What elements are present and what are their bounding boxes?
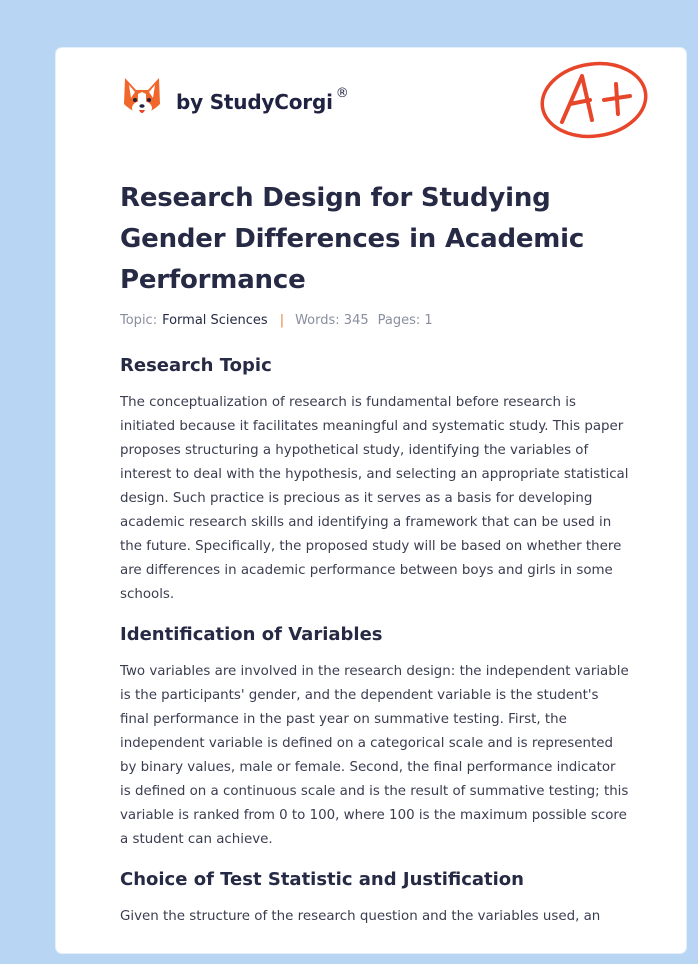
registered-mark: ® xyxy=(335,86,349,102)
studycorgi-logo[interactable] xyxy=(122,76,349,120)
article-meta xyxy=(120,313,630,328)
corgi-icon xyxy=(122,76,162,120)
a-plus-stamp-icon xyxy=(538,60,650,140)
topic-label: Topic: xyxy=(120,313,158,328)
section-text-research-topic: The conceptualization of research is fundamental before research is initiated because it facilitates meaningful and systematic study. This paper proposes structuring a hypothetical study, identifying the variables of interest to deal with the hypothesis, and selecting an appropriate statistical design. Such practice is precious as it serves as a basis for developing academic research skills and identifying a framework that can be used in the future. Specifically, the proposed study will be based on whether there are differences in academic performance between boys and girls in some schools. xyxy=(120,395,629,602)
brand-name: by StudyCorgi ® xyxy=(176,86,349,114)
page-count: Pages: 1 xyxy=(377,313,433,328)
section-heading-research-topic: Research Topic xyxy=(120,355,272,376)
section-text-variables: Two variables are involved in the research design: the independent variable is the participants' gender, and the dependent variable is the student's final performance in the past year on summative testing. First, the independent variable is defined on a categorical scale and is represented by binary values, male or female. Second, the final performance indicator is defined on a continuous scale and is the result of summative testing; this variable is ranked from 0 to 100, where 100 is the maximum possible score a student can achieve. xyxy=(120,664,629,847)
article xyxy=(120,178,630,929)
topic-link[interactable]: Formal Sciences xyxy=(162,313,268,328)
section-heading-variables: Identification of Variables xyxy=(120,624,383,645)
page-title: Research Design for Studying Gender Differences in Academic Performance xyxy=(120,183,585,295)
meta-separator: | xyxy=(279,313,285,328)
section-heading-test-statistic: Choice of Test Statistic and Justification xyxy=(120,869,524,890)
section-text-test-statistic: Given the structure of the research question and the variables used, an xyxy=(120,909,601,924)
document-page xyxy=(56,48,686,953)
word-count: Words: 345 xyxy=(295,313,369,328)
